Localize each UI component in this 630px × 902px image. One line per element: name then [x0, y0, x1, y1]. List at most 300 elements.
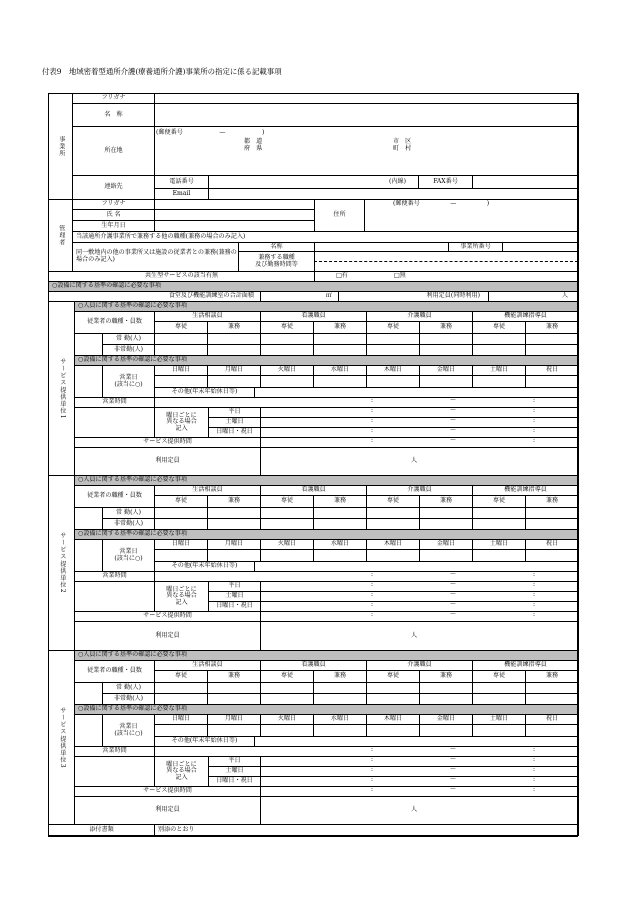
office-name-label: 名 称: [72, 103, 154, 126]
unit-1-time-colon-start: :: [371, 427, 374, 434]
unit-3-time-tilde: ～: [450, 766, 457, 773]
unit-1-role-2: 看護職員: [260, 311, 366, 321]
facility-area-unit: ㎡: [325, 292, 332, 300]
unit-1-fulltime-count[interactable]: [313, 333, 366, 344]
unit-3-parttime-count[interactable]: [207, 693, 260, 704]
unit-3-day-type-2-hours[interactable]: [260, 766, 578, 776]
unit-3-weekday-3: 火曜日: [260, 714, 313, 724]
unit-3-business-days-label: 営業日 (該当に○): [102, 714, 154, 746]
unit-3-weekday-1-box[interactable]: [154, 724, 207, 736]
unit-1-day-type-3: 日曜日・祝日: [208, 427, 260, 437]
unit-1-time-colon-end: :: [533, 437, 536, 444]
unit-3-weekday-8: 祝日: [525, 714, 578, 724]
unit-2-weekday-1: 日曜日: [154, 539, 207, 549]
unit-2-role-1-senju: 専従: [154, 495, 207, 507]
unit-3-weekday-1: 日曜日: [154, 714, 207, 724]
unit-2-parttime-count[interactable]: [154, 518, 207, 529]
unit-3-weekday-8-box[interactable]: [525, 724, 578, 736]
unit-3-parttime-count[interactable]: [313, 693, 366, 704]
unit-1-facility-header: ○設備に関する基準の確認に必要な事項: [74, 355, 578, 365]
unit-1-time-tilde: ～: [450, 417, 457, 424]
office-extension-label: (内線): [389, 177, 406, 185]
unit-3-role-3-senju: 専従: [366, 670, 419, 682]
unit-2-fulltime-count[interactable]: [419, 507, 472, 518]
unit-1-service-hours-label: サービス提供時間: [74, 437, 260, 447]
unit-2-time-colon-start: :: [371, 611, 374, 618]
office-contact-label: 連絡先: [72, 175, 154, 199]
unit-2-time-tilde: ～: [450, 601, 457, 608]
form-title: 付表9 地域密着型通所介護(療養通所介護)事業所の指定に係る記載事項: [42, 67, 282, 76]
unit-2-by-day-label: 曜日ごとに 異なる場合 記入: [154, 581, 208, 611]
unit-1-service-hours-field[interactable]: [260, 437, 578, 447]
unit-2-weekday-4: 水曜日: [313, 539, 366, 549]
unit-2-hours-spacer: [74, 581, 154, 611]
unit-3-role-1: 生活相談員: [154, 660, 260, 670]
unit-2-time-colon-end: :: [533, 611, 536, 618]
unit-1-fulltime-count[interactable]: [366, 333, 419, 344]
unit-1-capacity-unit: 人: [411, 457, 418, 465]
unit-2-role-3-senju: 専従: [366, 495, 419, 507]
unit-3-capacity-unit: 人: [411, 806, 418, 814]
unit-3-time-tilde: ～: [450, 746, 457, 753]
unit-2-day-type-3: 日曜日・祝日: [208, 601, 260, 611]
unit-1-capacity-label: 利用定員: [74, 447, 260, 475]
unit-1-day-type-3-hours[interactable]: [260, 427, 578, 437]
unit-3-other-days-label: その他(年末年始休日等): [154, 736, 254, 746]
unit-3-fulltime-count[interactable]: [207, 682, 260, 693]
office-city-label: 市 区 町 村: [393, 138, 412, 152]
unit-1-role-1-senju: 専従: [154, 321, 207, 333]
unit-1-time-colon-end: :: [533, 407, 536, 414]
unit-1-parttime-count[interactable]: [472, 344, 525, 355]
unit-1-time-colon-start: :: [371, 407, 374, 414]
office-section-label: [48, 93, 72, 199]
unit-3-time-colon-start: :: [371, 766, 374, 773]
form-bottom-edge: [48, 836, 578, 837]
unit-2-capacity-label: 利用定員: [74, 621, 260, 650]
unit-2-label: [48, 475, 74, 650]
unit-2-parttime-count[interactable]: [260, 518, 313, 529]
unit-2-day-type-1-hours[interactable]: [260, 581, 578, 591]
unit-2-time-colon-start: :: [371, 571, 374, 578]
attachments-label: 添付書類: [48, 824, 154, 836]
unit-2-time-colon-start: :: [371, 601, 374, 608]
unit-3-service-hours-label: サービス提供時間: [74, 786, 260, 796]
unit-3-parttime-count[interactable]: [525, 693, 578, 704]
unit-3-time-colon-end: :: [533, 766, 536, 773]
unit-2-time-colon-start: :: [371, 581, 374, 588]
unit-1-weekday-5-box[interactable]: [366, 375, 419, 387]
unit-2-weekday-3: 火曜日: [260, 539, 313, 549]
unit-2-weekday-8-box[interactable]: [525, 549, 578, 561]
unit-2-time-tilde: ～: [450, 611, 457, 618]
unit-2-fulltime-count[interactable]: [154, 507, 207, 518]
unit-1-fulltime-count[interactable]: [260, 333, 313, 344]
unit-1-role-1-kenmu: 兼務: [207, 321, 260, 333]
unit-3-weekday-7-box[interactable]: [472, 724, 525, 736]
unit-1-time-tilde: ～: [450, 407, 457, 414]
unit-1-weekday-7: 土曜日: [472, 365, 525, 375]
unit-3-service-hours-field[interactable]: [260, 786, 578, 796]
unit-1-weekday-8-box[interactable]: [525, 375, 578, 387]
unit-2-label-text: サービス提供単位2: [58, 532, 66, 594]
unit-1-fulltime-count[interactable]: [472, 333, 525, 344]
unit-1-hours-field[interactable]: [154, 397, 578, 407]
unit-1-role-3: 介護職員: [366, 311, 472, 321]
facility-capacity-unit: 人: [561, 292, 568, 300]
unit-2-weekday-7-box[interactable]: [472, 549, 525, 561]
unit-2-hours-label: 営業時間: [74, 571, 154, 581]
office-prefecture-label: 都 道 府 県: [244, 138, 263, 152]
unit-2-role-2-senju: 専従: [260, 495, 313, 507]
unit-1-by-day-label: 曜日ごとに 異なる場合 記入: [154, 407, 208, 437]
unit-3-weekday-5: 木曜日: [366, 714, 419, 724]
unit-1-fulltime-count[interactable]: [207, 333, 260, 344]
unit-1-time-colon-start: :: [371, 397, 374, 404]
unit-1-weekday-6-box[interactable]: [419, 375, 472, 387]
unit-3-role-1-senju: 専従: [154, 670, 207, 682]
unit-1-weekday-3-box[interactable]: [260, 375, 313, 387]
manager-other-job-divider: [314, 261, 578, 262]
unit-3-time-colon-end: :: [533, 746, 536, 753]
unit-1-weekday-3: 火曜日: [260, 365, 313, 375]
unit-2-weekday-2: 月曜日: [207, 539, 260, 549]
unit-3-parttime-label: 非常勤(人): [102, 693, 154, 704]
unit-2-time-colon-end: :: [533, 591, 536, 598]
manager-section-label: [48, 199, 72, 271]
office-postal-code: (郵便番号 — ): [156, 129, 265, 136]
unit-3-role-2: 看護職員: [260, 660, 366, 670]
unit-2-weekday-8: 祝日: [525, 539, 578, 549]
unit-2-time-tilde: ～: [450, 571, 457, 578]
unit-3-day-type-3: 日曜日・祝日: [208, 776, 260, 786]
unit-2-hours-field[interactable]: [154, 571, 578, 581]
unit-3-day-type-2: 土曜日: [208, 766, 260, 776]
unit-2-fulltime-count[interactable]: [366, 507, 419, 518]
unit-3-role-3-kenmu: 兼務: [419, 670, 472, 682]
unit-1-day-type-1-hours[interactable]: [260, 407, 578, 417]
unit-2-weekday-4-box[interactable]: [313, 549, 366, 561]
unit-2-role-3-kenmu: 兼務: [419, 495, 472, 507]
manager-postal-code: (郵便番号 — ): [393, 200, 490, 207]
office-address-label: 所在地: [72, 126, 154, 175]
kyosei-label: 共生型サービスの該当有無: [48, 271, 314, 281]
office-fax-field[interactable]: [472, 175, 578, 188]
unit-2-weekday-6: 金曜日: [419, 539, 472, 549]
unit-1-time-colon-end: :: [533, 417, 536, 424]
unit-3-weekday-4-box[interactable]: [313, 724, 366, 736]
unit-3-fulltime-count[interactable]: [260, 682, 313, 693]
unit-2-other-days-label: その他(年末年始休日等): [154, 561, 254, 571]
unit-1-day-type-2-hours[interactable]: [260, 417, 578, 427]
unit-1-weekday-4: 水曜日: [313, 365, 366, 375]
unit-2-day-type-2-hours[interactable]: [260, 591, 578, 601]
unit-3-weekday-6: 金曜日: [419, 714, 472, 724]
unit-3-weekday-4: 水曜日: [313, 714, 366, 724]
facility-area-label: 食堂及び機能訓練室の合計面積: [48, 291, 260, 301]
unit-3-time-tilde: ～: [450, 786, 457, 793]
unit-2-parttime-count[interactable]: [525, 518, 578, 529]
unit-1-parttime-count[interactable]: [313, 344, 366, 355]
unit-2-weekday-2-box[interactable]: [207, 549, 260, 561]
unit-1-time-tilde: ～: [450, 427, 457, 434]
unit-3-day-type-1-hours[interactable]: [260, 756, 578, 766]
unit-2-fulltime-count[interactable]: [525, 507, 578, 518]
unit-2-role-2: 看護職員: [260, 485, 366, 495]
unit-2-weekday-6-box[interactable]: [419, 549, 472, 561]
unit-3-role-1-kenmu: 兼務: [207, 670, 260, 682]
unit-1-time-tilde: ～: [450, 437, 457, 444]
unit-1-time-colon-start: :: [371, 437, 374, 444]
unit-3-time-colon-end: :: [533, 776, 536, 783]
unit-3-fulltime-count[interactable]: [419, 682, 472, 693]
unit-1-time-colon-end: :: [533, 397, 536, 404]
manager-other-name-label: 名称: [238, 242, 314, 251]
unit-2-time-colon-end: :: [533, 601, 536, 608]
unit-1-fulltime-count[interactable]: [419, 333, 472, 344]
office-name-field[interactable]: [154, 103, 578, 126]
unit-2-day-type-3-hours[interactable]: [260, 601, 578, 611]
unit-3-time-colon-end: :: [533, 786, 536, 793]
unit-2-weekday-5-box[interactable]: [366, 549, 419, 561]
unit-2-staff-spacer: [74, 507, 102, 529]
manager-birthdate-field[interactable]: [154, 220, 314, 231]
unit-1-weekday-5: 木曜日: [366, 365, 419, 375]
unit-1-role-4-senju: 専従: [472, 321, 525, 333]
unit-3-fulltime-count[interactable]: [154, 682, 207, 693]
unit-2-fulltime-label: 常 勤(人): [102, 507, 154, 518]
unit-3-other-days-field[interactable]: [254, 736, 578, 746]
unit-3-staff-spacer: [74, 682, 102, 704]
unit-3-role-3: 介護職員: [366, 660, 472, 670]
unit-1-hours-spacer: [74, 407, 154, 437]
manager-concurrent-same-label: 当該通所介護事業所で兼務する他の職種(兼務の場合のみ記入): [72, 231, 578, 242]
unit-3-facility-header: ○設備に関する基準の確認に必要な事項: [74, 704, 578, 714]
office-email-label: Email: [154, 188, 208, 199]
unit-2-fulltime-count[interactable]: [472, 507, 525, 518]
unit-2-role-4-senju: 専従: [472, 495, 525, 507]
manager-concurrent-other-label: 同一敷地内の他の事業所又は施設の従業者との兼務(兼務の場合のみ記入): [72, 242, 238, 271]
office-email-field[interactable]: [208, 188, 578, 199]
unit-1-fulltime-label: 常 勤(人): [102, 333, 154, 344]
unit-1-parttime-count[interactable]: [154, 344, 207, 355]
office-phone-label: 電話番号: [154, 175, 208, 188]
unit-3-weekday-5-box[interactable]: [366, 724, 419, 736]
unit-3-role-4: 機能訓練指導員: [472, 660, 578, 670]
unit-3-weekday-2-box[interactable]: [207, 724, 260, 736]
unit-1-parttime-count[interactable]: [525, 344, 578, 355]
unit-1-business-days-label: 営業日 (該当に○): [102, 365, 154, 397]
unit-3-role-4-senju: 専従: [472, 670, 525, 682]
unit-3-hours-spacer: [74, 756, 154, 786]
form-right-edge: [578, 93, 579, 836]
unit-3-staff-header: ○人員に関する基準の確認に必要な事項: [74, 650, 578, 660]
unit-1-parttime-count[interactable]: [207, 344, 260, 355]
unit-1-role-3-kenmu: 兼務: [419, 321, 472, 333]
unit-2-role-1: 生活相談員: [154, 485, 260, 495]
unit-1-weekday-1-box[interactable]: [154, 375, 207, 387]
unit-1-parttime-count[interactable]: [260, 344, 313, 355]
unit-2-weekday-7: 土曜日: [472, 539, 525, 549]
unit-1-label-text: サービス提供単位1: [58, 357, 66, 420]
office-phone-field[interactable]: [208, 175, 418, 188]
unit-3-time-colon-start: :: [371, 786, 374, 793]
office-section-text: 事業所: [57, 135, 65, 158]
unit-1-parttime-count[interactable]: [366, 344, 419, 355]
unit-1-weekday-7-box[interactable]: [472, 375, 525, 387]
unit-2-role-4: 機能訓練指導員: [472, 485, 578, 495]
unit-1-other-days-label: その他(年末年始休日等): [154, 387, 254, 397]
unit-3-day-type-3-hours[interactable]: [260, 776, 578, 786]
unit-2-time-tilde: ～: [450, 581, 457, 588]
unit-3-staff-label: 従業者の職種・員数: [74, 660, 154, 682]
facility-area-field[interactable]: [260, 291, 338, 301]
unit-1-role-3-senju: 専従: [366, 321, 419, 333]
unit-2-staff-label: 従業者の職種・員数: [74, 485, 154, 507]
unit-1-weekday-4-box[interactable]: [313, 375, 366, 387]
unit-2-day-type-1: 平日: [208, 581, 260, 591]
unit-3-role-4-kenmu: 兼務: [525, 670, 578, 682]
kyosei-no-checkbox[interactable]: □無: [393, 272, 406, 280]
unit-3-hours-label: 営業時間: [74, 746, 154, 756]
manager-office-number-field[interactable]: [502, 242, 578, 251]
unit-3-hours-field[interactable]: [154, 746, 578, 756]
unit-3-time-colon-start: :: [371, 776, 374, 783]
unit-2-fulltime-count[interactable]: [207, 507, 260, 518]
unit-2-parttime-label: 非常勤(人): [102, 518, 154, 529]
unit-1-time-colon-start: :: [371, 417, 374, 424]
unit-2-fulltime-count[interactable]: [313, 507, 366, 518]
unit-3-time-tilde: ～: [450, 776, 457, 783]
unit-1-capacity-field[interactable]: [260, 447, 578, 475]
unit-2-service-hours-field[interactable]: [260, 611, 578, 621]
manager-furigana-field[interactable]: [154, 199, 314, 209]
unit-3-weekday-2: 月曜日: [207, 714, 260, 724]
unit-1-other-days-field[interactable]: [254, 387, 578, 397]
unit-3-capacity-label: 利用定員: [74, 796, 260, 824]
unit-3-capacity-field[interactable]: [260, 796, 578, 824]
unit-2-capacity-field[interactable]: [260, 621, 578, 650]
unit-2-role-2-kenmu: 兼務: [313, 495, 366, 507]
unit-2-parttime-count[interactable]: [366, 518, 419, 529]
unit-3-weekday-7: 土曜日: [472, 714, 525, 724]
unit-1-fulltime-count[interactable]: [154, 333, 207, 344]
unit-3-fulltime-count[interactable]: [472, 682, 525, 693]
unit-2-other-days-field[interactable]: [254, 561, 578, 571]
unit-3-label-text: サービス提供単位3: [58, 706, 66, 769]
unit-2-role-1-kenmu: 兼務: [207, 495, 260, 507]
unit-1-role-2-senju: 専従: [260, 321, 313, 333]
manager-name-field[interactable]: [154, 209, 314, 220]
unit-2-time-colon-end: :: [533, 571, 536, 578]
unit-1-time-colon-end: :: [533, 427, 536, 434]
unit-3-day-type-1: 平日: [208, 756, 260, 766]
unit-2-fulltime-count[interactable]: [260, 507, 313, 518]
unit-2-weekday-1-box[interactable]: [154, 549, 207, 561]
unit-1-role-4: 機能訓練指導員: [472, 311, 578, 321]
unit-2-parttime-count[interactable]: [419, 518, 472, 529]
office-fax-label: FAX番号: [418, 175, 472, 188]
unit-2-weekday-3-box[interactable]: [260, 549, 313, 561]
application-form: [48, 93, 578, 836]
unit-1-parttime-label: 非常勤(人): [102, 344, 154, 355]
office-furigana-label: フリガナ: [72, 93, 154, 103]
manager-section-text: 管理者: [57, 224, 65, 247]
unit-3-role-2-senju: 専従: [260, 670, 313, 682]
manager-other-name-field[interactable]: [314, 242, 448, 251]
unit-3-time-colon-end: :: [533, 756, 536, 763]
unit-2-time-tilde: ～: [450, 591, 457, 598]
office-furigana-field[interactable]: [154, 93, 578, 103]
facility-capacity-field[interactable]: [488, 291, 578, 301]
unit-3-time-colon-start: :: [371, 756, 374, 763]
unit-2-parttime-count[interactable]: [207, 518, 260, 529]
unit-3-parttime-count[interactable]: [419, 693, 472, 704]
unit-1-parttime-count[interactable]: [419, 344, 472, 355]
manager-office-number-label: 事業所番号: [448, 242, 502, 251]
unit-1-label: [48, 301, 74, 475]
manager-birthdate-label: 生年月日: [72, 220, 154, 231]
unit-3-parttime-count[interactable]: [260, 693, 313, 704]
unit-3-weekday-6-box[interactable]: [419, 724, 472, 736]
unit-1-time-tilde: ～: [450, 397, 457, 404]
unit-1-day-type-2: 土曜日: [208, 417, 260, 427]
unit-2-facility-header: ○設備に関する基準の確認に必要な事項: [74, 529, 578, 539]
unit-3-by-day-label: 曜日ごとに 異なる場合 記入: [154, 756, 208, 786]
unit-1-staff-spacer: [74, 333, 102, 355]
attachments-value: 別添のとおり: [154, 824, 578, 836]
unit-3-business-days-spacer: [74, 714, 102, 746]
unit-2-staff-header: ○人員に関する基準の確認に必要な事項: [74, 475, 578, 485]
unit-2-role-4-kenmu: 兼務: [525, 495, 578, 507]
unit-3-parttime-count[interactable]: [154, 693, 207, 704]
unit-3-fulltime-label: 常 勤(人): [102, 682, 154, 693]
unit-1-weekday-8: 祝日: [525, 365, 578, 375]
unit-3-parttime-count[interactable]: [366, 693, 419, 704]
unit-2-parttime-count[interactable]: [313, 518, 366, 529]
unit-1-day-type-1: 平日: [208, 407, 260, 417]
unit-1-role-4-kenmu: 兼務: [525, 321, 578, 333]
unit-2-day-type-2: 土曜日: [208, 591, 260, 601]
kyosei-options: [314, 271, 578, 281]
unit-1-weekday-2-box[interactable]: [207, 375, 260, 387]
manager-address-label: 住所: [314, 199, 364, 231]
unit-3-fulltime-count[interactable]: [366, 682, 419, 693]
unit-3-time-colon-start: :: [371, 746, 374, 753]
unit-1-role-1: 生活相談員: [154, 311, 260, 321]
unit-3-label: [48, 650, 74, 824]
unit-3-weekday-3-box[interactable]: [260, 724, 313, 736]
unit-2-business-days-label: 営業日 (該当に○): [102, 539, 154, 571]
kyosei-yes-checkbox[interactable]: □有: [336, 272, 348, 280]
unit-2-parttime-count[interactable]: [472, 518, 525, 529]
unit-3-fulltime-count[interactable]: [525, 682, 578, 693]
unit-3-parttime-count[interactable]: [472, 693, 525, 704]
unit-1-fulltime-count[interactable]: [525, 333, 578, 344]
facility-header: ○設備に関する基準の確認に必要な事項: [48, 281, 578, 291]
unit-3-role-2-kenmu: 兼務: [313, 670, 366, 682]
unit-2-time-colon-end: :: [533, 581, 536, 588]
unit-1-hours-label: 営業時間: [74, 397, 154, 407]
unit-2-capacity-unit: 人: [411, 631, 418, 639]
unit-2-service-hours-label: サービス提供時間: [74, 611, 260, 621]
unit-1-weekday-1: 日曜日: [154, 365, 207, 375]
unit-2-time-colon-start: :: [371, 591, 374, 598]
manager-name-label: 氏 名: [72, 209, 154, 220]
facility-capacity-label: 利用定員(同時利用): [338, 291, 488, 301]
unit-1-staff-label: 従業者の職種・員数: [74, 311, 154, 333]
unit-3-fulltime-count[interactable]: [313, 682, 366, 693]
